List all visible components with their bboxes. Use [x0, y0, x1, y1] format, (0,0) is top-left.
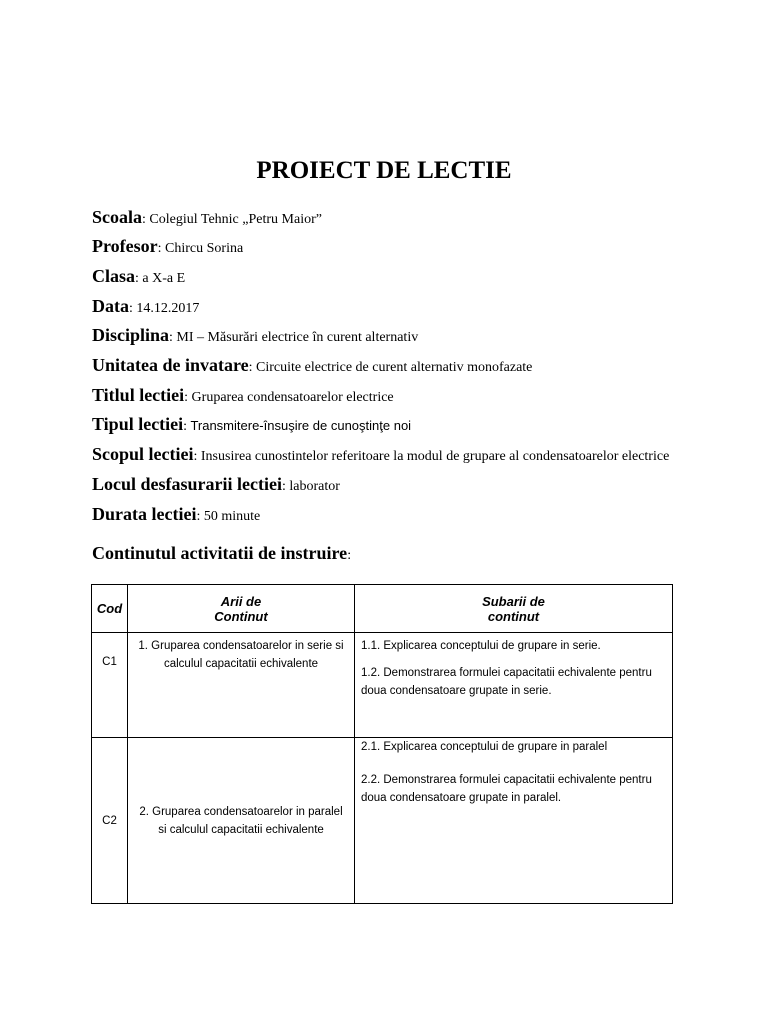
field-label: Data [92, 296, 129, 316]
row-subareas [355, 738, 673, 904]
field-value: Colegiul Tehnic „Petru Maior” [145, 212, 322, 227]
field-tipul [92, 414, 411, 435]
field-sep: : [157, 241, 162, 256]
row-subareas [355, 633, 673, 738]
field-scoala [92, 207, 322, 228]
field-label: Disciplina [92, 325, 170, 345]
field-sep: : [193, 449, 198, 464]
field-sep: : [196, 509, 201, 524]
field-titlul [92, 385, 394, 406]
field-sep: : [248, 360, 253, 375]
field-profesor [92, 236, 243, 257]
field-value: Insusirea cunostintelor referitoare la modul de grupare al condensatoarelor electrice [197, 449, 670, 464]
field-label: Scoala [92, 207, 143, 227]
field-value: Transmitere-însuşire de cunoştinţe noi [187, 418, 412, 433]
field-value: laborator [285, 479, 340, 494]
row-area: 1. Gruparea condensatoarelor in serie si calculul capacitatii echivalente [128, 633, 355, 738]
field-label: Unitatea de invatare [92, 355, 249, 375]
field-scopul [92, 444, 669, 465]
field-value: Circuite electrice de curent alternativ monofazate [252, 360, 533, 375]
header-cod: Cod [92, 585, 128, 633]
field-label: Locul desfasurarii lectiei [92, 474, 282, 494]
field-value: a X-a E [138, 271, 186, 286]
field-durata [92, 504, 260, 525]
section-sep: : [347, 548, 352, 563]
field-value: 14.12.2017 [132, 301, 200, 316]
field-label: Scopul lectiei [92, 444, 194, 464]
row-code: C2 [92, 738, 128, 904]
field-sep: : [281, 479, 286, 494]
field-label: Titlul lectiei [92, 385, 185, 405]
subarea-item: 1.1. Explicarea conceptului de grupare in serie. [361, 640, 601, 652]
field-value: 50 minute [200, 509, 261, 524]
row-area: 2. Gruparea condensatoarelor in paralel si calculul capacitatii echivalente [128, 738, 355, 904]
field-sep: : [169, 330, 173, 345]
table-row [92, 633, 673, 738]
field-label: Durata lectiei [92, 504, 197, 524]
header-arii: Arii de Continut [128, 585, 355, 633]
field-locul [92, 474, 340, 495]
subarea-item: 2.1. Explicarea conceptului de grupare in paralel [361, 741, 608, 753]
content-table [91, 584, 673, 904]
field-value: Gruparea condensatoarelor electrice [188, 390, 394, 405]
field-sep: : [142, 212, 146, 227]
field-data [92, 296, 199, 317]
field-label: Clasa [92, 266, 136, 286]
subarea-item: 1.2. Demonstrarea formulei capacitatii echivalente pentru doua condensatoare grupate in serie. [361, 667, 652, 697]
field-label: Profesor [92, 236, 158, 256]
field-sep: : [129, 301, 133, 316]
field-value: MI – Măsurări electrice în curent alternativ [172, 330, 419, 345]
section-heading [92, 543, 351, 564]
field-sep: : [184, 390, 189, 405]
subarea-item: 2.2. Demonstrarea formulei capacitatii echivalente pentru doua condensatoare grupate in paralel. [361, 774, 652, 804]
header-subarii: Subarii de continut [355, 585, 673, 633]
section-label: Continutul activitatii de instruire [92, 543, 348, 563]
field-sep: : [135, 271, 139, 286]
field-unitatea [92, 355, 532, 376]
field-label: Tipul lectiei [92, 414, 184, 434]
row-code: C1 [92, 633, 128, 738]
table-header-row [92, 585, 673, 633]
field-disciplina [92, 325, 418, 346]
table-row [92, 738, 673, 904]
document-title: PROIECT DE LECTIE [256, 157, 512, 184]
field-sep: : [183, 419, 188, 434]
field-value: Chircu Sorina [161, 241, 244, 256]
field-clasa [92, 266, 185, 287]
